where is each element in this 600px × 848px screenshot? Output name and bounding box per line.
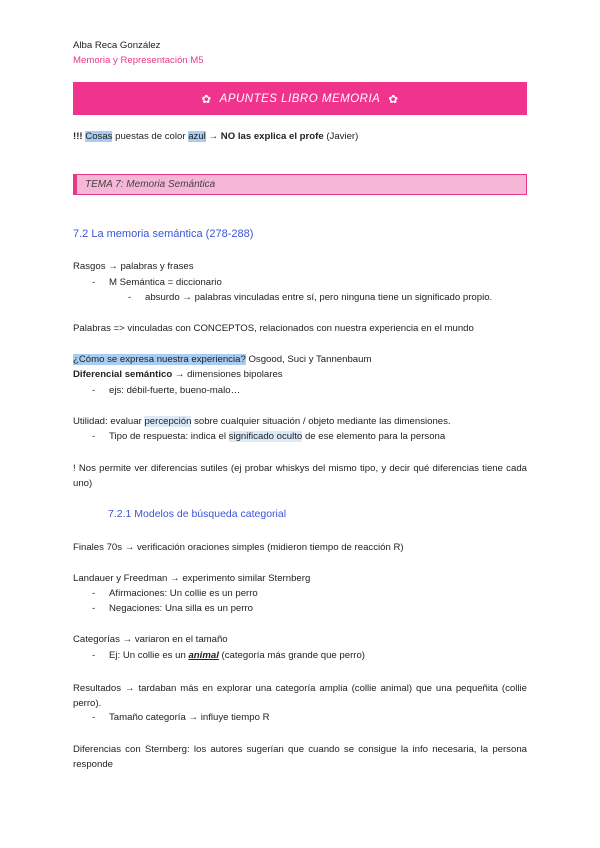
diferencial-line xyxy=(73,369,283,380)
note-suffix: (Javier) xyxy=(326,131,359,142)
tipo-respuesta-line xyxy=(109,431,445,442)
note-mid: puestas de color xyxy=(115,131,186,142)
categorias-example xyxy=(109,650,365,661)
utilidad-pre: Utilidad: evaluar xyxy=(73,416,142,427)
note-word-azul: azul xyxy=(188,131,206,142)
banner-title: APUNTES LIBRO MEMORIA xyxy=(219,92,381,105)
como-question: ¿Cómo se expresa nuestra experiencia? xyxy=(73,354,246,365)
diferencial-rest: → dimensiones bipolares xyxy=(174,369,283,380)
ej-post: (categoría más grande que perro) xyxy=(221,650,365,661)
color-note xyxy=(73,131,358,142)
rasgos-subsub: absurdo → palabras vinculadas entre sí, pero ninguna tiene un significado propio. xyxy=(145,292,493,303)
diferencial-bold: Diferencial semántico xyxy=(73,369,173,380)
section-72-heading: 7.2 La memoria semántica (278-288) xyxy=(73,228,254,240)
ej-word-animal: animal xyxy=(188,650,219,661)
resultados-sub: Tamaño categoría → influye tiempo R xyxy=(109,712,270,723)
ej-pre: Ej: Un collie es un xyxy=(109,650,186,661)
ejs-line: ejs: débil-fuerte, bueno-malo… xyxy=(109,385,241,396)
dash-marker: - xyxy=(92,588,96,599)
dash-marker: - xyxy=(92,277,96,288)
dash-marker: - xyxy=(128,292,132,303)
note-arrow-text: → NO las explica el profe xyxy=(208,131,324,142)
negaciones-line: Negaciones: Una silla es un perro xyxy=(109,603,253,614)
title-banner xyxy=(73,82,527,115)
tipo-highlight: significado oculto xyxy=(228,431,303,442)
tema-heading: TEMA 7: Memoria Semántica xyxy=(73,174,527,195)
rasgos-line: Rasgos → palabras y frases xyxy=(73,261,194,272)
author-name: Alba Reca González xyxy=(73,40,161,51)
flower-right-icon: ✿ xyxy=(388,93,399,106)
flower-left-icon: ✿ xyxy=(201,93,212,106)
utilidad-line xyxy=(73,416,451,427)
dash-marker: - xyxy=(92,650,96,661)
subject-name: Memoria y Representación M5 xyxy=(73,55,204,66)
dash-marker: - xyxy=(92,712,96,723)
palabras-line: Palabras => vinculadas con CONCEPTOS, relacionados con nuestra experiencia en el mundo xyxy=(73,323,474,334)
section-721-heading: 7.2.1 Modelos de búsqueda categorial xyxy=(108,508,287,520)
note-word-cosas: Cosas xyxy=(85,131,113,142)
note-prefix: !!! xyxy=(73,131,83,142)
diferencias-note: ! Nos permite ver diferencias sutiles (ej probar whiskys del mismo tipo, y decir qué diferencias tiene cada uno) xyxy=(73,463,527,489)
afirmaciones-line: Afirmaciones: Un collie es un perro xyxy=(109,588,258,599)
como-line xyxy=(73,354,371,365)
rasgos-sub: M Semántica = diccionario xyxy=(109,277,222,288)
resultados-text: Resultados → tardaban más en explorar una categoría amplia (collie animal) que una pequeñita (collie perro). xyxy=(73,683,527,709)
dash-marker: - xyxy=(92,603,96,614)
como-authors: Osgood, Suci y Tannenbaum xyxy=(248,354,372,365)
sternberg-diff-text: Diferencias con Sternberg: los autores sugerían que cuando se consigue la info necesaria, la persona responde xyxy=(73,744,527,770)
utilidad-highlight: percepción xyxy=(144,416,192,427)
tipo-pre: Tipo de respuesta: indica el xyxy=(109,431,226,442)
finales-line: Finales 70s → verificación oraciones simples (midieron tiempo de reacción R) xyxy=(73,542,404,553)
landauer-line: Landauer y Freedman → experimento similar Sternberg xyxy=(73,573,311,584)
dash-marker: - xyxy=(92,385,96,396)
tipo-post: de ese elemento para la persona xyxy=(304,431,446,442)
categorias-line: Categorías → variaron en el tamaño xyxy=(73,634,228,645)
utilidad-post: sobre cualquier situación / objeto mediante las dimensiones. xyxy=(194,416,451,427)
dash-marker: - xyxy=(92,431,96,442)
